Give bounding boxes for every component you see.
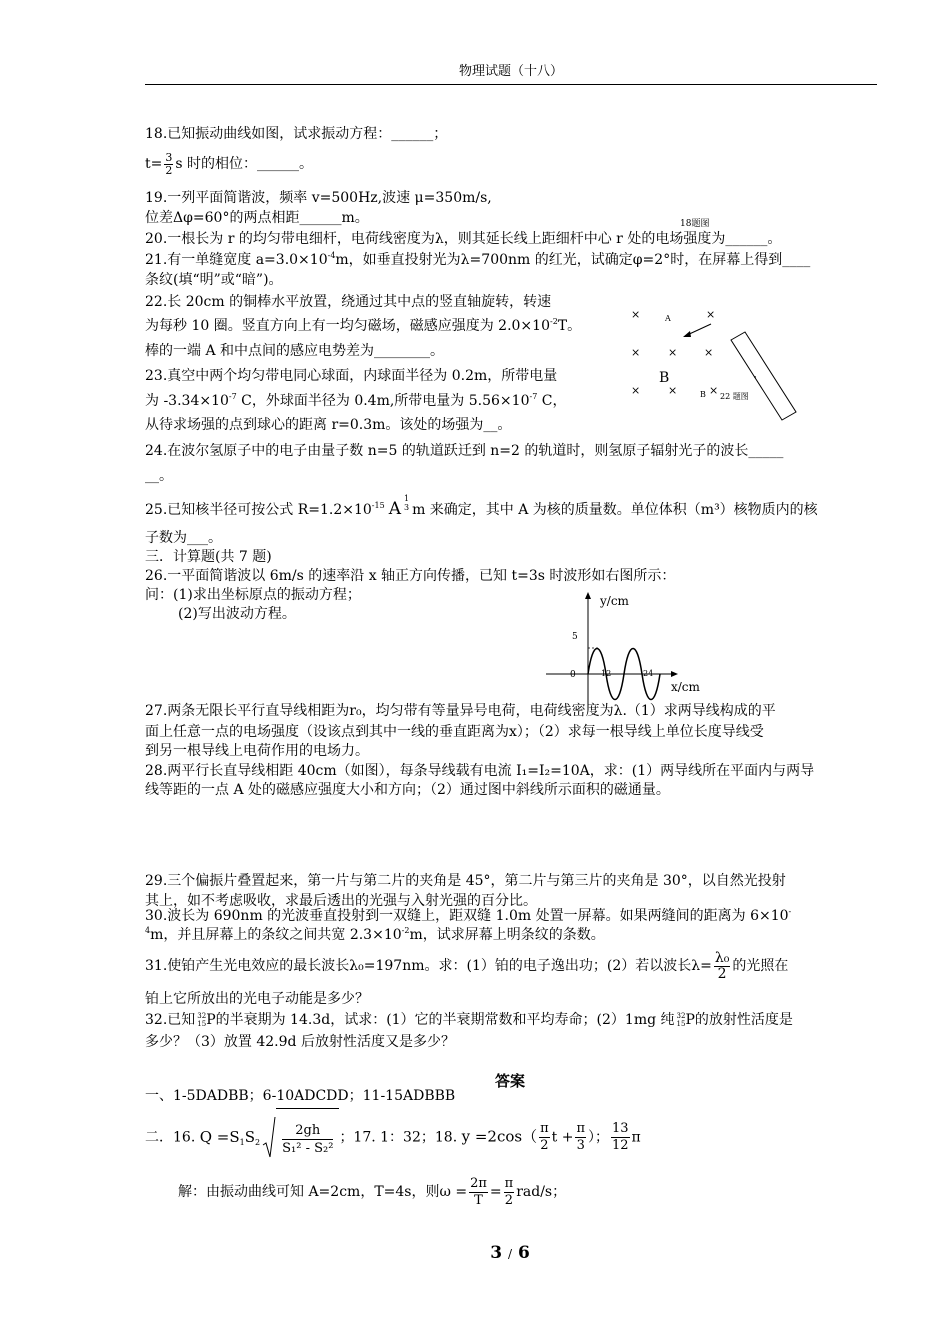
q24-line1: 24.在波尔氢原子中的电子由量子数 n=5 的轨道跃迁到 n=2 的轨道时，则氢原子辐射光子的波长_____ xyxy=(145,443,784,459)
section3-title: 三．计算题(共 7 题) xyxy=(145,549,272,565)
x-label: x/cm xyxy=(671,680,700,694)
q26-line1: 26.一平面简谐波以 6m/s 的速率沿 x 轴正方向传播，已知 t=3s 时波形如右图所示： xyxy=(145,568,676,584)
q19-line2: 位差Δφ=60°的两点相距______m。 xyxy=(145,210,369,226)
fig22-diagram xyxy=(625,300,805,430)
q26-line2: 问：(1)求出坐标原点的振动方程； xyxy=(145,587,361,603)
q23-line3: 从待求场强的点到球心的距离 r=0.3m。该处的场强为__。 xyxy=(145,417,512,433)
answers-title: 答案 xyxy=(494,1072,525,1090)
x-tick-24: 24 xyxy=(643,669,654,678)
q26-line3: (2)写出波动方程。 xyxy=(178,606,296,622)
answers-line2: 二．16. $Q =S_1S_2$ $\frac{2gh}{\text{S₁² - S₂²}}$ ；17. 1：32；18. y =2cos（ $\frac{\pi}{2}$ t + $\frac{\pi}{3}$ ）； $\frac{13}{12}$ π xyxy=(145,1108,641,1164)
q24-line2: __。 xyxy=(145,468,173,484)
q29-line2: 其上，如不考虑吸收，求最后透出的光强与入射光强的百分比。 xyxy=(145,893,537,909)
label-b-big: B xyxy=(659,370,670,386)
q23-line2: 为 $-3.34\times 10^{-7}$ C，外球面半径为 0.4m,所带电量为 $5.56\times 10^{-7}$ C， xyxy=(145,392,567,409)
q22-line3: 棒的一端 A 和中点间的感应电势差为________。 xyxy=(145,343,445,359)
q32-line1: 32.已知 32 15 P的半衰期为 14.3d，试求：(1）它的半衰期常数和平均寿命；(2）1mg 纯 32 15 P的放射性活度是 xyxy=(145,1012,793,1028)
q18-line1: 18.已知振动曲线如图，试求振动方程：______； xyxy=(145,126,448,142)
q25-line2: 子数为___。 xyxy=(145,530,222,546)
cross-mark: × xyxy=(706,308,716,321)
q27-line1: 27.两条无限长平行直导线相距为r₀，均匀带有等量异号电荷，电荷线密度为λ.（1）求两导线构成的平 xyxy=(145,703,776,719)
y-label: y/cm xyxy=(600,594,629,608)
cross-mark: × xyxy=(668,384,678,397)
q27-line3: 到另一根导线上电荷作用的电场力。 xyxy=(145,743,369,759)
answers-line1: 一、1-5DADBB；6-10ADCDD；11-15ADBBB xyxy=(145,1088,456,1104)
origin-label: 0 xyxy=(570,670,576,680)
cross-mark: × xyxy=(668,346,678,359)
q31-line2: 铂上它所放出的光电子动能是多少？ xyxy=(145,991,369,1007)
q32-line2: 多少？（3）放置 42.9d 后放射性活度又是多少？ xyxy=(145,1034,455,1050)
answers-line3: 解：由振动曲线可知 A=2cm，T=4s，则ω = $\frac{2\pi}{T}$ = $\frac{\pi}{2}$ rad/s； xyxy=(178,1175,567,1208)
y-tick-5: 5 xyxy=(572,632,578,642)
page-header: 物理试题（十八） xyxy=(145,60,877,85)
q20-text: 20.一根长为 r 的均匀带电细杆，电荷线密度为λ，则其延长线上距细杆中心 r 处的电场强度为______。 xyxy=(145,231,782,247)
label-b-small: B xyxy=(700,390,706,399)
q21-line2: 条纹(填“明”或“暗”)。 xyxy=(145,272,283,288)
q22-line1: 22.长 20cm 的铜棒水平放置，绕通过其中点的竖直轴旋转，转速 xyxy=(145,294,552,310)
q27-line2: 面上任意一点的电场强度（设该点到其中一线的垂直距离为x）；（2）求每一根导线上单位长度导线受 xyxy=(145,724,764,740)
q21-line1: 21.有一单缝宽度 $a=3.0\times 10^{-4}m$，如垂直投射光为λ=700nm 的红光，试确定φ=2°时，在屏幕上得到____ xyxy=(145,251,811,268)
q28-line2: 线等距的一点 A 处的磁感应强度大小和方向；（2）通过图中斜线所示面积的磁通量。 xyxy=(145,782,670,798)
q30-line2: $^4$m，并且屏幕上的条纹之间共宽 $2.3\times 10^{-2}m$，试求屏幕上明条纹的条数。 xyxy=(145,926,605,943)
inclined-rod xyxy=(731,332,796,420)
x-tick-12: 12 xyxy=(601,669,612,678)
rod-dot xyxy=(754,376,756,378)
sqrt-expression: $\frac{2gh}{\text{S₁² - S₂²}}$ xyxy=(262,1108,339,1167)
q23-line1: 23.真空中两个均匀带电同心球面，内球面半径为 0.2m，所带电量 xyxy=(145,368,558,384)
cross-mark: × xyxy=(631,308,641,321)
x-axis-arrow xyxy=(671,671,678,677)
cross-mark: × xyxy=(631,384,641,397)
q29-line1: 29.三个偏振片叠置起来，第一片与第二片的夹角是 45°，第二片与第三片的夹角是 30°，以自然光投射 xyxy=(145,873,786,889)
arrow-head xyxy=(683,331,691,337)
fraction: $\frac{3}{2}$ xyxy=(165,150,173,177)
cross-mark: × xyxy=(631,346,641,359)
q28-line1: 28.两平行长直导线相距 40cm（如图），每条导线载有电流 I₁=I₂=10A，求：(1）两导线所在平面内与两导 xyxy=(145,763,815,779)
y-axis-arrow xyxy=(585,592,591,599)
page-number: 3 / 6 xyxy=(490,1243,530,1263)
q25-line1: 25.已知核半径可按公式 $R=1.2\times 10^{-15}$ A 1 3 m 来确定，其中 A 为核的质量数。单位体积（m³）核物质内的核 xyxy=(145,494,818,519)
q31-line1: 31.使铂产生光电效应的最长波长λ₀=197nm。求：(1）铂的电子逸出功；(2）若以波长λ= $\frac{\text{λ₀}}{2}$ 的光照在 xyxy=(145,949,789,982)
cross-mark: × xyxy=(709,384,719,397)
q19-line1: 19.一列平面简谐波，频率 v=500Hz,波速 μ=350m/s, xyxy=(145,190,492,206)
q22-line2: 为每秒 10 圈。竖直方向上有一均匀磁场，磁感应强度为 $2.0\times 10^{-2}T$。 xyxy=(145,317,582,334)
q30-line1: 30.波长为 690nm 的光波垂直投射到一双缝上，距双缝 1.0m 处置一屏幕。如果两缝间的距离为 6×10- xyxy=(145,907,792,924)
q18-line2: t= $\frac{3}{2}$ s 时的相位：______。 xyxy=(145,150,313,177)
label-a: A xyxy=(665,314,671,323)
fig22-label: 22 题图 xyxy=(720,392,749,401)
cross-mark: × xyxy=(704,346,714,359)
fig18-label: 18题图 xyxy=(680,219,710,229)
sqrt-sign xyxy=(262,1115,276,1161)
